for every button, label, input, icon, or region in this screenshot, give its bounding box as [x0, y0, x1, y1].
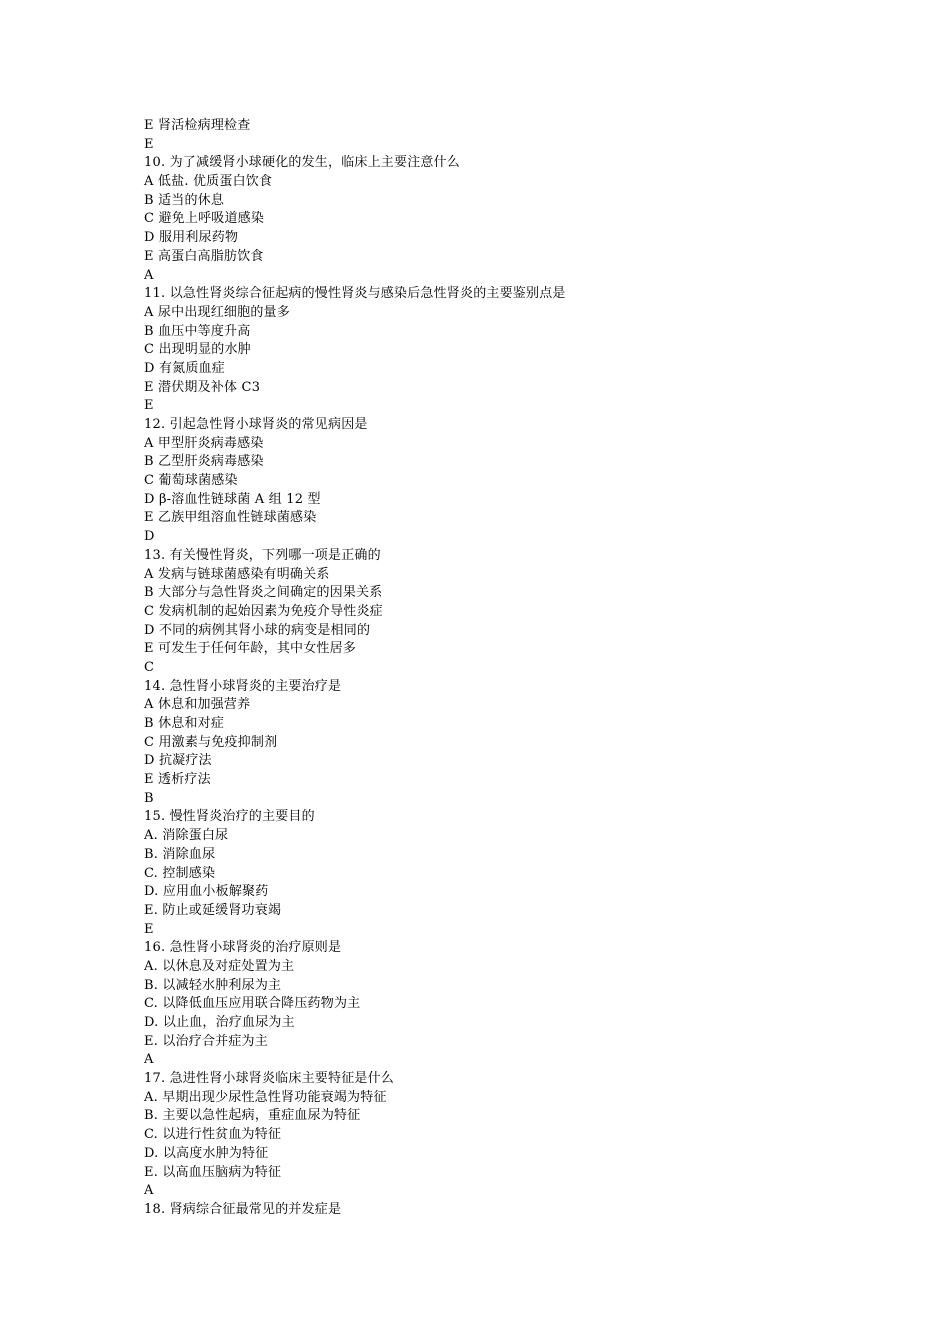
text-line: 14. 急性肾小球肾炎的主要治疗是 [144, 678, 342, 694]
text-line: D. 以高度水肿为特征 [144, 1145, 269, 1161]
text-line: B 休息和对症 [144, 716, 225, 731]
text-line: E 透析疗法 [144, 772, 211, 788]
text-line: B 大部分与急性肾炎之间确定的因果关系 [144, 585, 383, 601]
text-line: D [144, 529, 155, 545]
text-line: E 潜伏期及补体 C3 [144, 379, 261, 395]
text-line: C 出现明显的水肿 [144, 342, 251, 358]
text-line: 15. 慢性肾炎治疗的主要目的 [144, 809, 315, 825]
text-line: E [144, 398, 154, 414]
text-line: E [144, 136, 154, 152]
text-line: B 适当的休息 [144, 192, 225, 208]
text-line: A 尿中出现红细胞的量多 [144, 304, 290, 320]
text-line: A 休息和加强营养 [144, 697, 251, 713]
text-line: A. 早期出现少尿性急性肾功能衰竭为特征 [144, 1089, 387, 1105]
text-line: C. 控制感染 [144, 865, 216, 881]
text-line: E 高蛋白高脂肪饮食 [144, 248, 264, 264]
text-line: A [144, 1183, 154, 1199]
text-line: D 有氮质血症 [144, 360, 225, 376]
text-line: E. 以治疗合并症为主 [144, 1033, 268, 1049]
text-line: E [144, 921, 154, 937]
text-line: E. 以高血压脑病为特征 [144, 1164, 282, 1180]
text-line: D. 应用血小板解聚药 [144, 884, 269, 900]
text-line: E. 防止或延缓肾功衰竭 [144, 902, 282, 918]
text-line: E 肾活检病理检查 [144, 118, 251, 133]
text-line: B 乙型肝炎病毒感染 [144, 454, 264, 470]
text-line: B. 以减轻水肿利尿为主 [144, 977, 282, 993]
text-line: C [144, 659, 155, 675]
text-line: A [144, 1052, 154, 1068]
text-line: D β-溶血性链球菌 A 组 12 型 [144, 491, 321, 507]
text-line: C 发病机制的起始因素为免疫介导性炎症 [144, 603, 383, 619]
text-line: B. 主要以急性起病，重症血尿为特征 [144, 1108, 361, 1124]
text-line: 17. 急进性肾小球肾炎临床主要特征是什么 [144, 1071, 395, 1087]
text-line: D 抗凝疗法 [144, 753, 212, 769]
text-line: 10. 为了减缓肾小球硬化的发生，临床上主要注意什么 [144, 155, 461, 171]
text-line: D 服用利尿药物 [144, 230, 239, 246]
text-line: 16. 急性肾小球肾炎的治疗原则是 [144, 940, 342, 956]
text-line: D. 以止血，治疗血尿为主 [144, 1015, 295, 1030]
text-line: A 发病与链球菌感染有明确关系 [144, 566, 330, 582]
text-line: C. 以进行性贫血为特征 [144, 1127, 282, 1143]
text-line: A. 消除蛋白尿 [144, 828, 229, 844]
text-line: B. 消除血尿 [144, 846, 216, 862]
text-line: D 不同的病例其肾小球的病变是相同的 [144, 622, 371, 638]
text-line: C 避免上呼吸道感染 [144, 211, 265, 227]
text-line: B [144, 790, 154, 806]
text-line: E 乙族甲组溶血性链球菌感染 [144, 510, 317, 526]
text-line: 11. 以急性肾炎综合征起病的慢性肾炎与感染后急性肾炎的主要鉴别点是 [144, 286, 566, 302]
text-line: 12. 引起急性肾小球肾炎的常见病因是 [144, 417, 368, 432]
text-line: A 低盐. 优质蛋白饮食 [144, 174, 273, 190]
text-line: A 甲型肝炎病毒感染 [144, 435, 264, 451]
text-line: 13. 有关慢性肾炎，下列哪一项是正确的 [144, 547, 381, 563]
text-line: A. 以休息及对症处置为主 [144, 958, 295, 974]
text-line: C 用激素与免疫抑制剂 [144, 734, 278, 750]
text-line: B 血压中等度升高 [144, 323, 251, 339]
text-line: E 可发生于任何年龄，其中女性居多 [144, 641, 357, 657]
document-page [144, 117, 904, 1220]
text-line: C 葡萄球菌感染 [144, 473, 238, 489]
text-line: 18. 肾病综合征最常见的并发症是 [144, 1201, 342, 1217]
text-line: A [144, 267, 154, 283]
text-line: C. 以降低血压应用联合降压药物为主 [144, 996, 361, 1012]
